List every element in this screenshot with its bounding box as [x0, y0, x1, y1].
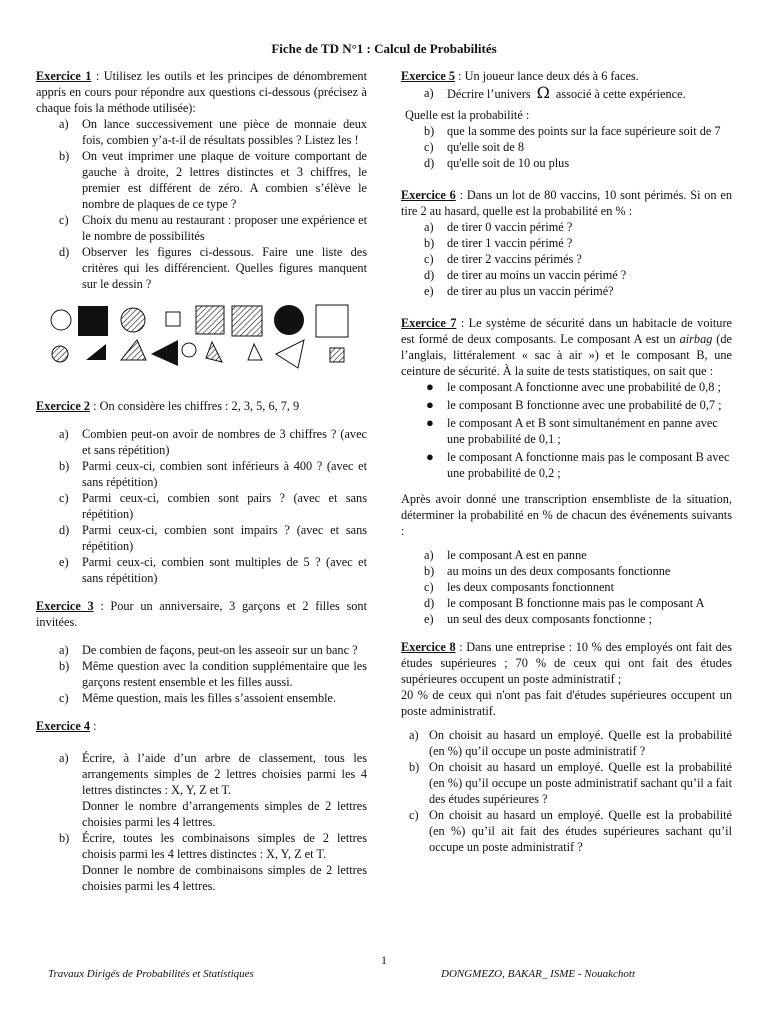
omega-symbol: Ω: [536, 83, 550, 102]
exercise-5-intro: Exercice 5 : Un joueur lance deux dés à 6 faces.: [401, 69, 639, 83]
right-column: [401, 68, 732, 855]
shape-circle-white: [51, 310, 71, 330]
list-item: e) un seul des deux composants fonctionne ;: [424, 612, 652, 626]
shape-triangle-black-small: [86, 344, 106, 360]
shape-square-hatched-small: [330, 348, 344, 362]
shape-circle-hatched: [121, 308, 145, 332]
shape-square-hatched-2: [232, 306, 262, 336]
exercise-7-intro: Exercice 7 : Le système de sécurité dans un habitacle de voiture est formé de deux composants. Le composant A est un airbag (de l’anglais, littéralement « sac à air ») et le composant B, une ceinture de sécurité. À la suite de tests statistiques, on sait que :: [401, 316, 732, 378]
exercise-8-intro: Exercice 8 : Dans une entreprise : 10 % des employés ont fait des études supérieures ; 70 % de ceux qui ont fait des études supérieures occupent un poste administratif ;: [401, 640, 732, 686]
list-item: b) On veut imprimer une plaque de voiture comportant de gauche à droite, 2 lettres distinctes et 3 chiffres, le premier est différent de zéro. A combien s’élève le nombre de plaques de ce type ?: [59, 149, 367, 211]
page-title: Fiche de TD N°1 : Calcul de Probabilités: [271, 41, 497, 56]
shape-square-black: [78, 306, 108, 336]
list-item: b) On choisit au hasard un employé. Quelle est la probabilité (en %) qu’il occupe un poste administratif sachant qu’il a fait des études supérieures ?: [409, 760, 732, 806]
list-item: d) Parmi ceux-ci, combien sont impairs ? (avec et sans répétition): [59, 523, 367, 553]
list-item: ● le composant A fonctionne mais pas le composant B avec une probabilité de 0,2 ;: [426, 449, 730, 480]
list-item: a) de tirer 0 vaccin périmé ?: [424, 220, 573, 234]
exercise-8-list: [401, 727, 732, 855]
list-item: b) que la somme des points sur la face supérieure soit de 7: [424, 124, 721, 138]
exercise-7-after: Après avoir donné une transcription ensembliste de la situation, déterminer la probabilité en % de chacun des événements suivants :: [401, 492, 732, 538]
shapes-illustration: [36, 302, 356, 374]
list-item: b) Même question avec la condition supplémentaire que les garçons restent ensemble et les filles aussi.: [59, 659, 367, 689]
exercise-3-list: [36, 642, 367, 706]
list-item: b) de tirer 1 vaccin périmé ?: [424, 236, 573, 250]
shape-circle-white-small: [182, 343, 196, 357]
footer-right: DONGMEZO, BAKAR_ ISME - Nouakchott: [441, 968, 635, 980]
list-item: b) Écrire, toutes les combinaisons simples de 2 lettres choisis parmi les 4 lettres distinctes : X, Y, Z et T. Donner le nombre de combinaisons simples de 2 lettres choisies parmi les 4 lettres.: [59, 831, 367, 893]
list-item: ● le composant A fonctionne avec une probabilité de 0,8 ;: [426, 379, 721, 394]
shapes-figure: [36, 302, 367, 374]
list-item: ● le composant B fonctionne avec une probabilité de 0,7 ;: [426, 397, 722, 412]
exercise-2-intro: Exercice 2 : On considère les chiffres : 2, 3, 5, 6, 7, 9: [36, 399, 300, 413]
shape-square-small-white: [166, 312, 180, 326]
exercise-2-list: [36, 426, 367, 586]
exercise-1-list: [36, 116, 367, 292]
list-item: b) Parmi ceux-ci, combien sont inférieurs à 400 ? (avec et sans répétition): [59, 459, 367, 489]
list-item: d) le composant B fonctionne mais pas le composant A: [424, 596, 705, 610]
exercise-8-label: Exercice 8: [401, 640, 456, 654]
list-item: d) de tirer au moins un vaccin périmé ?: [424, 268, 627, 282]
exercise-7-bullets: [401, 379, 732, 481]
exercise-5-list-b: [401, 123, 732, 171]
shape-triangle-black: [151, 340, 178, 366]
exercise-3-label: Exercice 3: [36, 599, 94, 613]
list-item: d) qu'elle soit de 10 ou plus: [424, 156, 570, 170]
exercise-3-intro: Exercice 3 : Pour un anniversaire, 3 garçons et 2 filles sont invitées.: [36, 599, 367, 629]
list-item: c) On choisit au hasard un employé. Quelle est la probabilité (en %) qu’il ait fait des études supérieures sachant qu’il occupe un poste administratif ?: [409, 808, 732, 854]
shape-triangle-white-small: [248, 344, 262, 360]
exercise-6-intro: Exercice 6 : Dans un lot de 80 vaccins, 10 sont périmés. Si on en tire 2 au hasard, quelle est la probabilité en % :: [401, 188, 732, 218]
exercise-2-label: Exercice 2: [36, 399, 91, 413]
list-item: a) De combien de façons, peut-on les asseoir sur un banc ?: [59, 643, 358, 657]
exercise-1-intro: Exercice 1 : Utilisez les outils et les principes de dénombrement appris en cours pour répondre aux questions ci-dessous (précisez à chaque fois la méthode utilisée):: [36, 69, 367, 115]
shape-triangle-hatched-2: [206, 342, 222, 362]
list-item: c) Parmi ceux-ci, combien sont pairs ? (avec et sans répétition): [59, 491, 367, 521]
list-item: a) Décrire l’univers Ω associé à cette expérience.: [424, 83, 686, 102]
exercise-5-sub: Quelle est la probabilité :: [405, 108, 530, 122]
exercise-5-list: [401, 84, 732, 103]
exercise-4-intro: Exercice 4 :: [36, 719, 97, 733]
list-item: a) Écrire, à l’aide d’un arbre de classement, tous les arrangements simples de 2 lettres choisies parmi les 4 lettres distinctes : X, Y, Z et T. Donner le nombre d’arrangements simples de 2 lettres choisies parmi les 4 lettres.: [59, 751, 367, 829]
exercise-4-label: Exercice 4: [36, 719, 91, 733]
footer-left: Travaux Dirigés de Probabilités et Statistiques: [48, 968, 254, 980]
left-column: [36, 68, 367, 894]
list-item: d) Observer les figures ci-dessous. Faire une liste des critères qui les différencient. Quelles figures manquent sur le dessin ?: [59, 245, 367, 291]
exercise-1-label: Exercice 1: [36, 69, 92, 83]
shape-triangle-white: [276, 340, 304, 368]
list-item: e) Parmi ceux-ci, combien sont multiples de 5 ? (avec et sans répétition): [59, 555, 367, 585]
list-item: a) le composant A est en panne: [424, 548, 587, 562]
list-item: a) Combien peut-on avoir de nombres de 3 chiffres ? (avec et sans répétition): [59, 427, 367, 457]
list-item: a) On choisit au hasard un employé. Quelle est la probabilité (en %) qu’il occupe un poste administratif ?: [409, 728, 732, 758]
exercise-8-intro-2: 20 % de ceux qui n'ont pas fait d'études supérieures occupent un poste administratif.: [401, 688, 732, 718]
shape-circle-hatched-small: [52, 346, 68, 362]
exercise-7-list: [401, 547, 732, 627]
list-item: c) Choix du menu au restaurant : proposer une expérience et le nombre de possibilités: [59, 213, 367, 243]
list-item: ● le composant A et B sont simultanément en panne avec une probabilité de 0,1 ;: [426, 415, 718, 446]
list-item: c) de tirer 2 vaccins périmés ?: [424, 252, 582, 266]
list-item: e) de tirer au plus un vaccin périmé?: [424, 284, 614, 298]
shape-square-hatched: [196, 306, 224, 334]
exercise-6-list: [401, 219, 732, 299]
exercise-7-label: Exercice 7: [401, 316, 457, 330]
exercise-5-label: Exercice 5: [401, 69, 456, 83]
shape-triangle-hatched: [121, 340, 146, 360]
list-item: a) On lance successivement une pièce de monnaie deux fois, combien y’a-t-il de résultats possibles ? Listez les !: [59, 117, 367, 147]
list-item: c) qu'elle soit de 8: [424, 140, 525, 154]
list-item: c) Même question, mais les filles s’assoient ensemble.: [59, 691, 337, 705]
exercise-6-label: Exercice 6: [401, 188, 456, 202]
list-item: c) les deux composants fonctionnent: [424, 580, 614, 594]
shape-square-white: [316, 305, 348, 337]
shape-circle-black: [274, 305, 304, 335]
list-item: b) au moins un des deux composants fonctionne: [424, 564, 671, 578]
exercise-4-list: [36, 750, 367, 894]
page-number: 1: [381, 953, 387, 967]
